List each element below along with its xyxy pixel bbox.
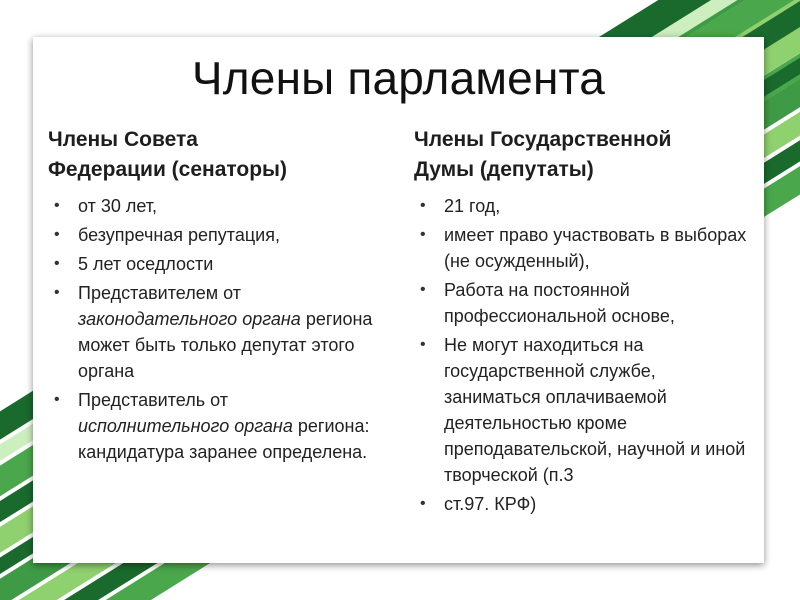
list-item: • 21 год, (414, 193, 754, 219)
senators-heading (48, 125, 383, 185)
list-item: • 5 лет оседлости (48, 251, 383, 277)
list-item: • ст.97. КРФ) (414, 491, 754, 517)
list-item: • от 30 лет, (48, 193, 383, 219)
slide-title: Члены парламента (191, 52, 606, 104)
deputies-heading-line1: Члены Государственной (414, 128, 672, 151)
slide-card (33, 37, 764, 563)
bullet-icon: • (54, 284, 60, 301)
bullet-icon: • (420, 197, 426, 214)
bullet-icon: • (54, 226, 60, 243)
deputies-heading (414, 125, 754, 185)
bullet-icon: • (54, 197, 60, 214)
bullet-icon: • (420, 336, 426, 353)
fppt-logo: fppt.com (730, 580, 792, 596)
senators-column (48, 125, 383, 468)
deputies-list (414, 193, 754, 517)
list-item: • Представитель от исполнительного органа региона: кандидатура заранее определена. (48, 387, 383, 465)
senators-heading-line2: Федерации (сенаторы) (48, 158, 287, 181)
list-item: • имеет право участвовать в выборах (не осужденный), (414, 222, 754, 274)
bullet-icon: • (420, 495, 426, 512)
list-item: • Представителем от законодательного органа региона может быть только депутат этого органа (48, 280, 383, 384)
senators-heading-line1: Члены Совета (48, 128, 198, 151)
bullet-icon: • (420, 226, 426, 243)
deputies-column (414, 125, 754, 520)
list-item: • Не могут находиться на государственной службе, заниматься оплачиваемой деятельностью кроме преподавательской, научной и иной творческой (п.3 (414, 332, 754, 488)
bullet-icon: • (54, 255, 60, 272)
list-item: • безупречная репутация, (48, 222, 383, 248)
senators-list (48, 193, 383, 465)
bullet-icon: • (420, 281, 426, 298)
deputies-heading-line2: Думы (депутаты) (414, 158, 594, 181)
list-item: • Работа на постоянной профессиональной основе, (414, 277, 754, 329)
bullet-icon: • (54, 391, 60, 408)
